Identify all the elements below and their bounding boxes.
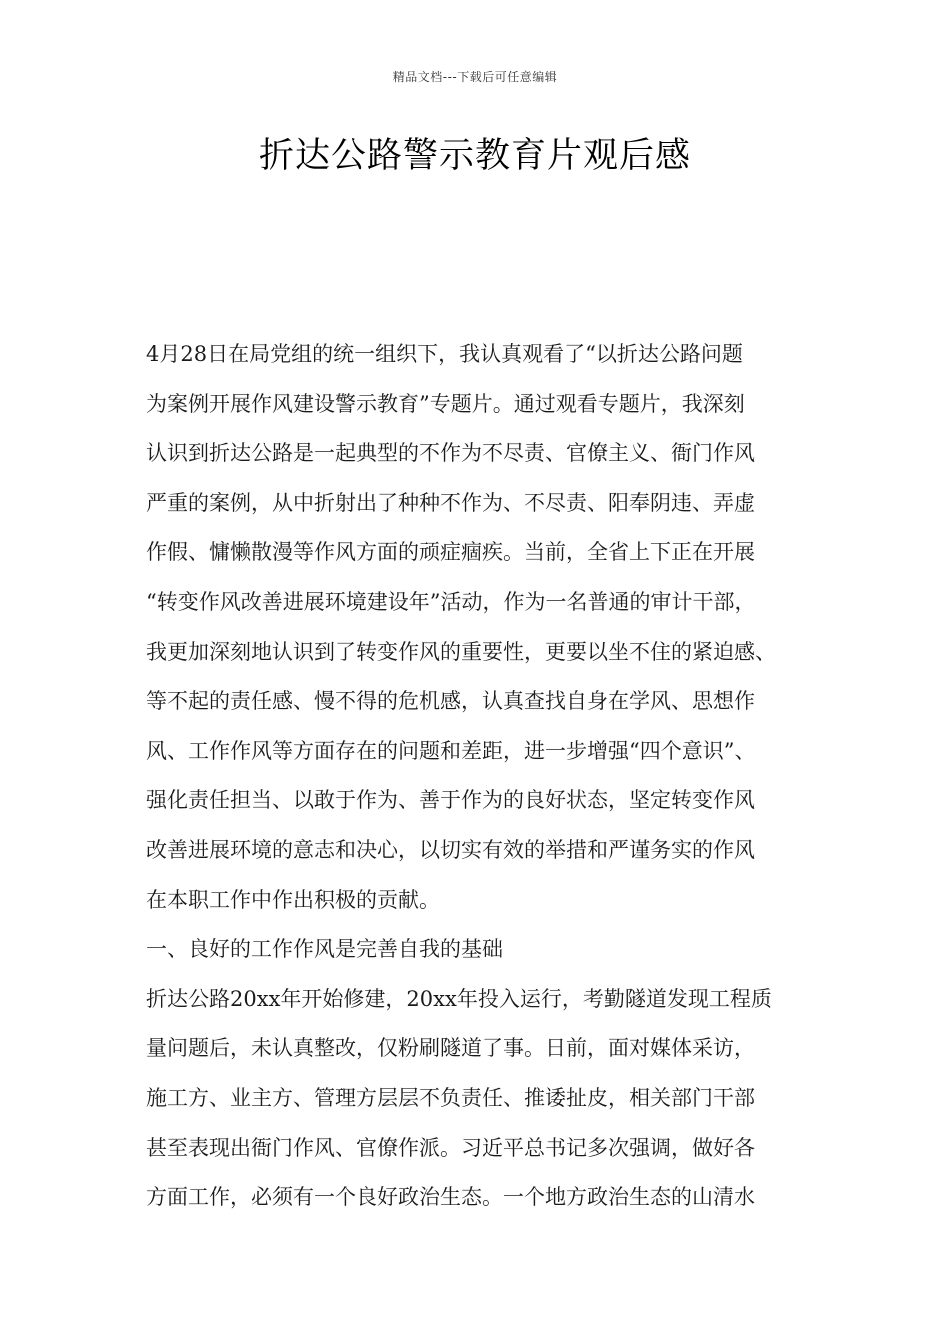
paragraph-line: 风、工作作风等方面存在的问题和差距，进一步增强“四个意识”、 [146,738,756,763]
paragraph-line: 强化责任担当、以敢于作为、善于作为的良好状态，坚定转变作风 [146,788,755,813]
paragraph-line: 施工方、业主方、管理方层层不负责任、推诿扯皮，相关部门干部 [146,1085,755,1110]
paragraph-line: 等不起的责任感、慢不得的危机感，认真查找自身在学风、思想作 [146,689,755,714]
paragraph-line: 作假、慵懒散漫等作风方面的顽症痼疾。当前，全省上下正在开展 [146,540,755,565]
paragraph-line: 折达公路20xx年开始修建，20xx年投入运行，考勤隧道发现工程质 [146,986,772,1011]
paragraph-line: 严重的案例，从中折射出了种种不作为、不尽责、阳奉阴违、弄虚 [146,490,755,515]
paragraph-line: 在本职工作中作出积极的贡献。 [146,887,440,912]
section-heading: 一、良好的工作作风是完善自我的基础 [146,937,503,962]
paragraph-line: 为案例开展作风建设警示教育”专题片。通过观看专题片，我深刻 [146,391,745,416]
document-body [146,330,826,1223]
paragraph-line: 甚至表现出衙门作风、官僚作派。习近平总书记多次强调，做好各 [146,1135,755,1160]
paragraph-line: 方面工作，必须有一个良好政治生态。一个地方政治生态的山清水 [146,1185,755,1210]
document-title: 折达公路警示教育片观后感 [258,136,691,176]
paragraph-line: 4月28日在局党组的统一组织下，我认真观看了“以折达公路问题 [146,342,743,366]
paragraph-line: 量问题后，未认真整改，仅粉刷隧道了事。日前，面对媒体采访， [146,1036,755,1061]
paragraph-line: 认识到折达公路是一起典型的不作为不尽责、官僚主义、衙门作风 [146,441,755,466]
paragraph-line: 我更加深刻地认识到了转变作风的重要性，更要以坐不住的紧迫感、 [146,639,776,664]
paragraph-line: “转变作风改善进展环境建设年”活动，作为一名普通的审计干部， [146,589,756,614]
header-note: 精品文档---下载后可任意编辑 [392,70,558,84]
paragraph-line: 改善进展环境的意志和决心，以切实有效的举措和严谨务实的作风 [146,837,755,862]
